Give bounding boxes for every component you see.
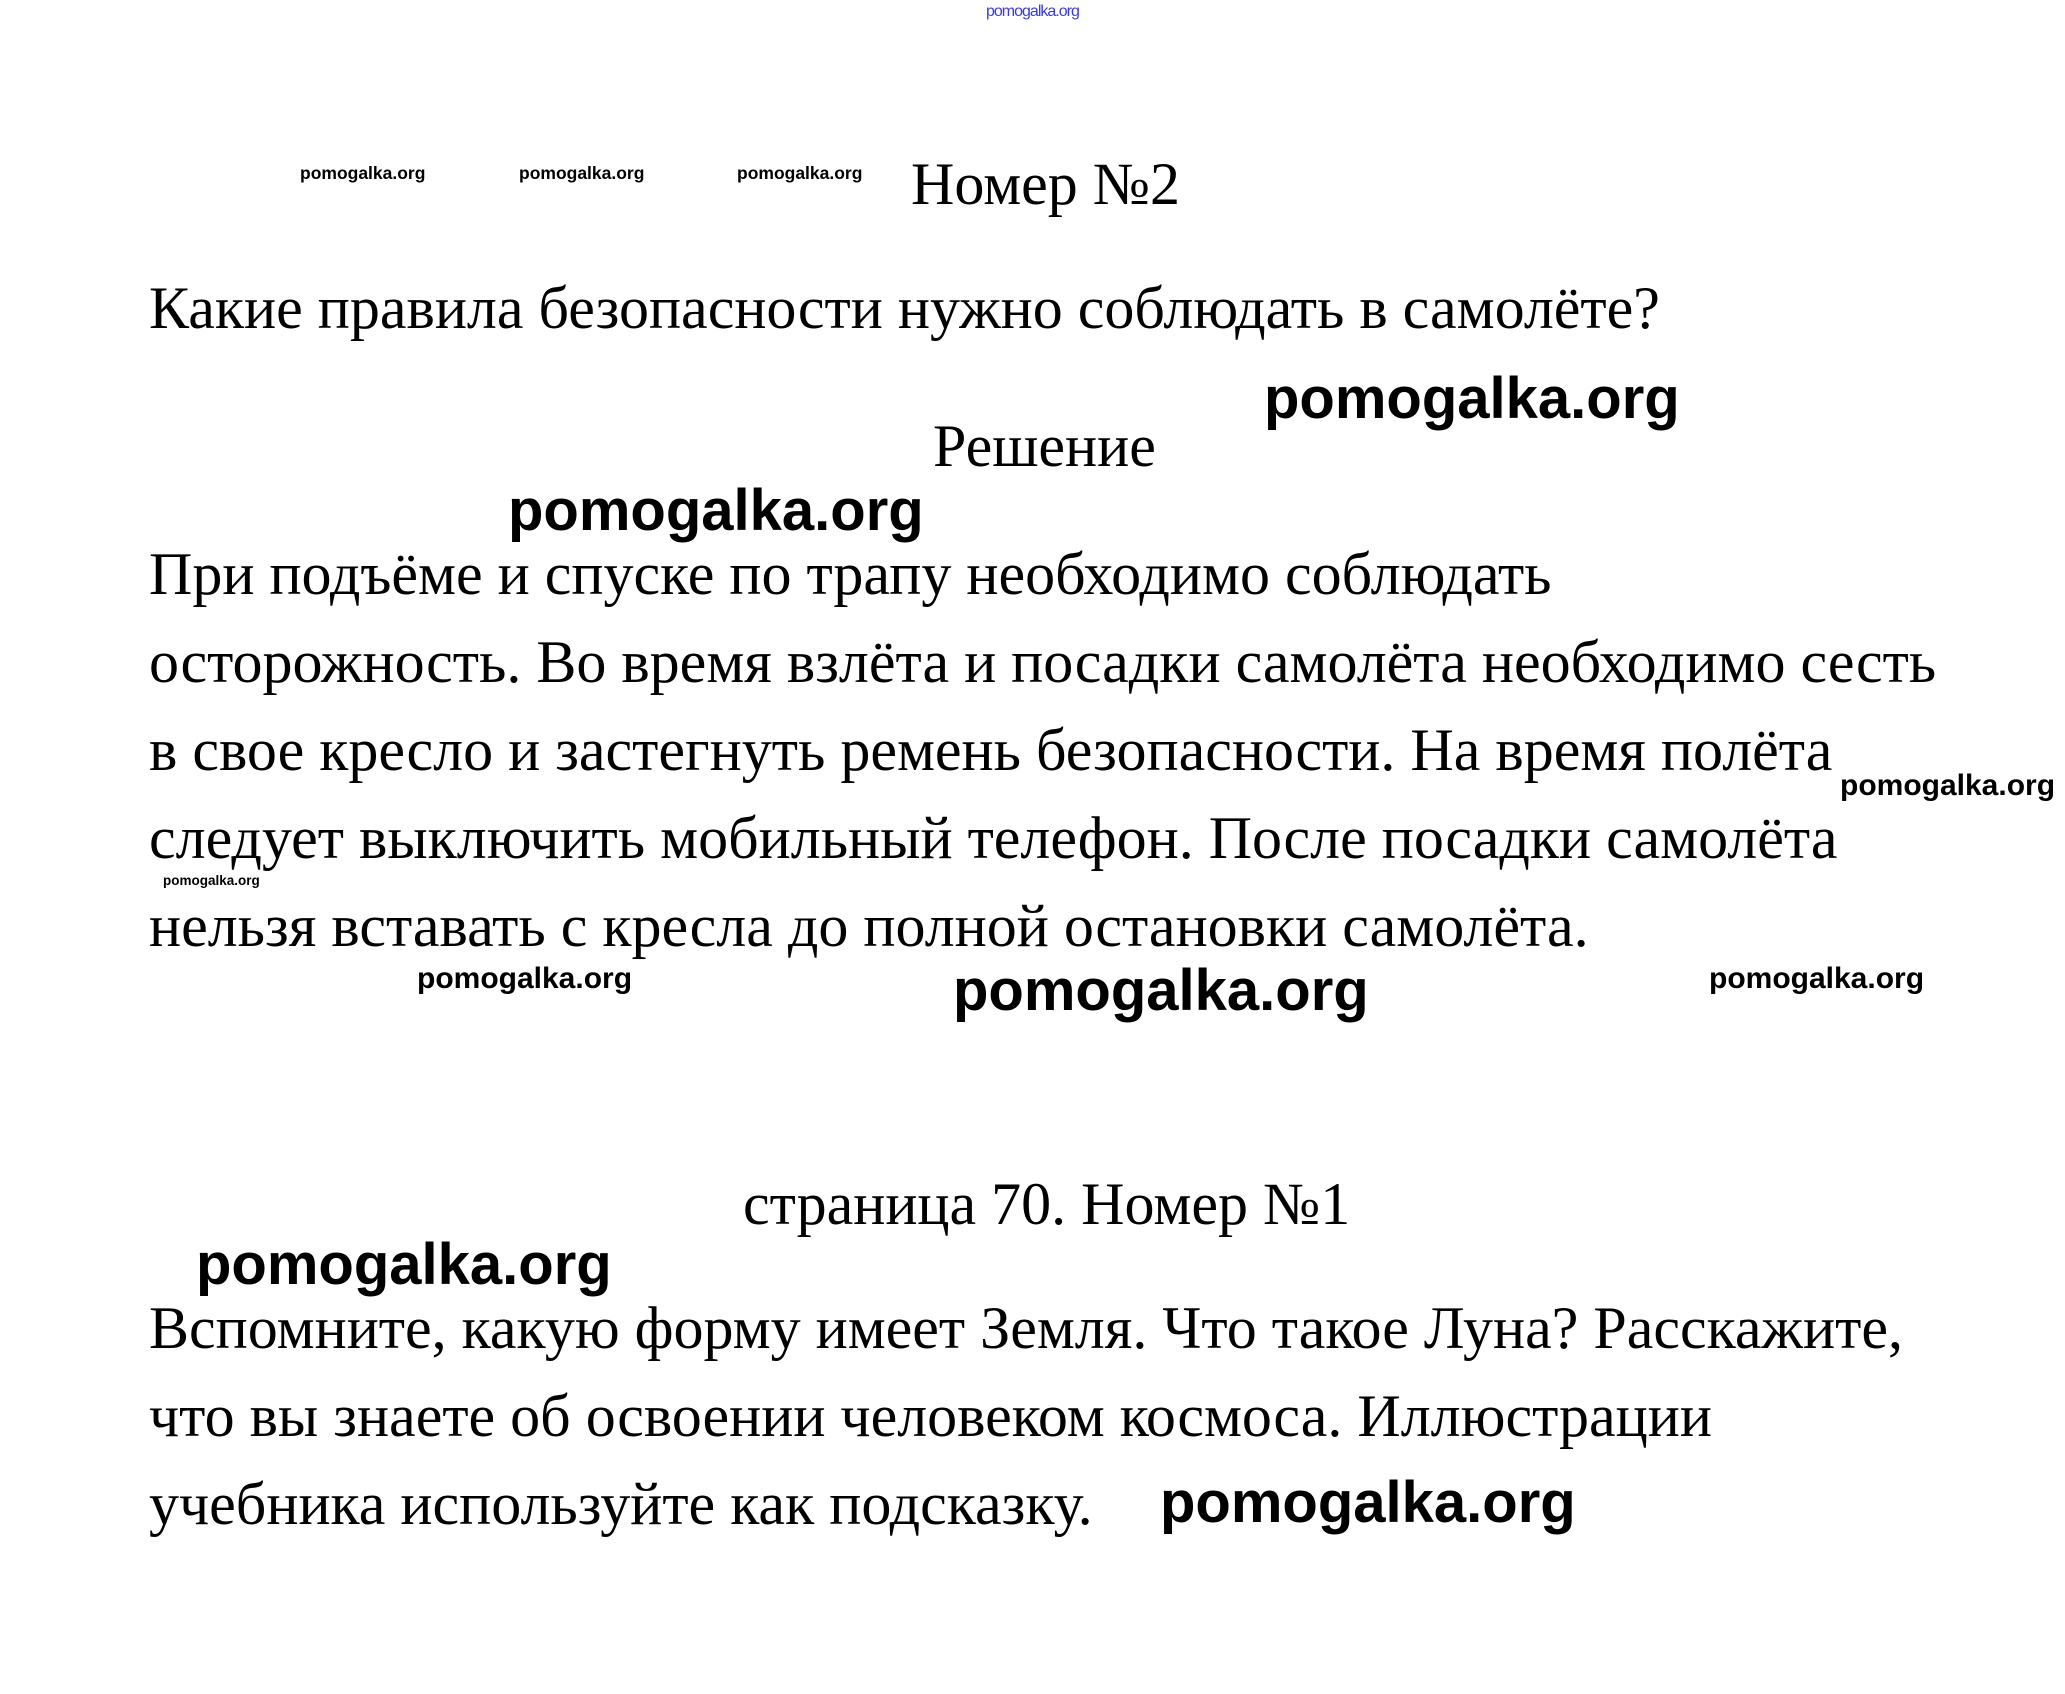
watermark: pomogalka.org	[508, 478, 924, 543]
watermark: pomogalka.org	[1709, 962, 1925, 995]
watermark: pomogalka.org	[300, 163, 426, 183]
watermark: pomogalka.org	[737, 163, 863, 183]
answer-line: При подъёме и спуске по трапу необходимо соблюдать	[149, 541, 1552, 607]
answer-line: осторожность. Во время взлёта и посадки самолёта необходимо сесть	[149, 629, 1937, 695]
section-2-title: страница 70. Номер №1	[743, 1171, 1351, 1237]
top-watermark-link[interactable]: pomogalka.org	[986, 3, 1079, 20]
solution-heading: Решение	[933, 413, 1156, 479]
answer-line: следует выключить мобильный телефон. После посадки самолёта	[149, 805, 1838, 871]
question-line: что вы знаете об освоении человеком космоса. Иллюстрации	[149, 1383, 1712, 1449]
watermark: pomogalka.org	[163, 873, 260, 888]
question-line: учебника используйте как подсказку.	[149, 1471, 1093, 1537]
watermark: pomogalka.org	[519, 163, 645, 183]
watermark: pomogalka.org	[1840, 769, 2056, 802]
section-1-title: Номер №2	[911, 151, 1181, 217]
watermark: pomogalka.org	[1160, 1470, 1576, 1535]
answer-line: нельзя вставать с кресла до полной остановки самолёта.	[149, 893, 1589, 959]
question-line: Вспомните, какую форму имеет Земля. Что такое Луна? Расскажите,	[149, 1295, 1903, 1361]
section-1-question: Какие правила безопасности нужно соблюдать в самолёте?	[149, 275, 1660, 341]
watermark: pomogalka.org	[953, 958, 1369, 1023]
watermark: pomogalka.org	[196, 1232, 612, 1297]
watermark: pomogalka.org	[417, 962, 633, 995]
watermark: pomogalka.org	[1264, 366, 1680, 431]
answer-line: в свое кресло и застегнуть ремень безопасности. На время полёта	[149, 717, 1833, 783]
